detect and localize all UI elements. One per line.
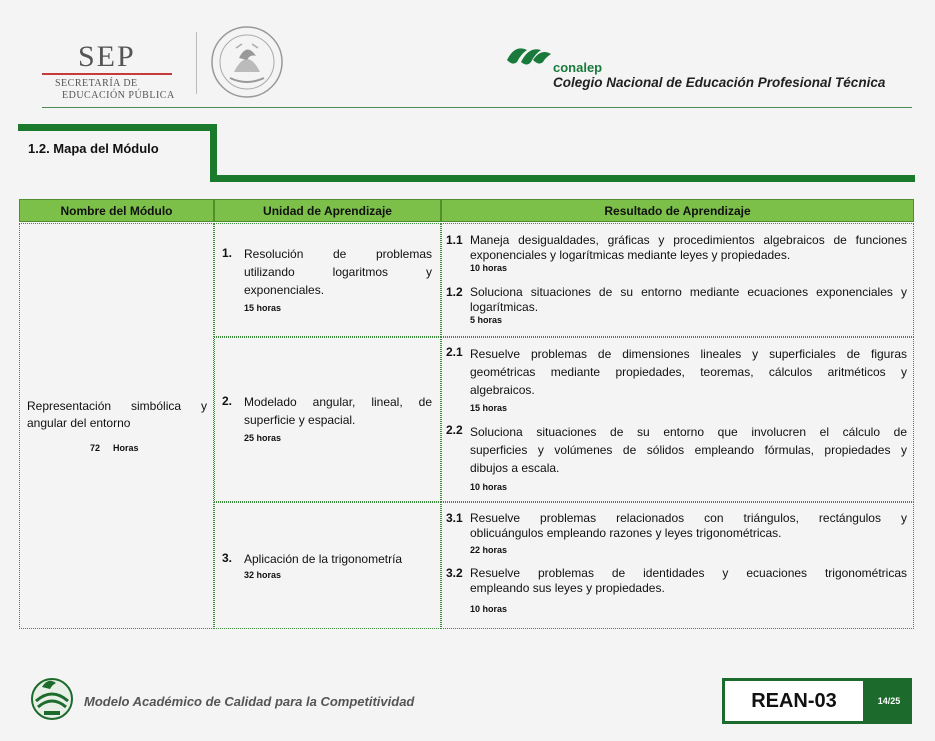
unit-title-line: Modelado angular, lineal, de — [244, 395, 432, 409]
unit-title-line: Resolución de problemas — [244, 247, 432, 261]
section-bar-bottom — [210, 175, 915, 182]
header-learning-unit: Unidad de Aprendizaje — [214, 199, 441, 222]
document-code: REAN-03 — [722, 678, 866, 724]
header-divider — [196, 32, 197, 94]
document-code-frame — [724, 680, 864, 722]
result-number: 2.1 — [446, 345, 463, 359]
unit-number: 3. — [222, 551, 233, 565]
footer-model-text: Modelo Académico de Calidad para la Competitividad — [84, 694, 415, 709]
sep-wordmark: SEP — [78, 40, 136, 73]
result-hours: 10 horas — [470, 482, 508, 492]
result-text-line: Soluciona situaciones de su entorno que involucren el cálculo de — [470, 425, 907, 439]
result-hours: 10 horas — [470, 263, 508, 273]
result-number: 2.2 — [446, 423, 463, 437]
header-line — [42, 107, 912, 108]
unit-number: 2. — [222, 394, 233, 408]
header-module-name: Nombre del Módulo — [19, 199, 214, 222]
result-number: 3.1 — [446, 511, 463, 525]
module-name-line2: angular del entorno — [27, 416, 131, 430]
section-bar-top — [18, 124, 216, 131]
result-text-line: exponenciales y logarítmicas mediante leyes y propiedades. — [470, 248, 791, 262]
result-hours: 5 horas — [470, 315, 503, 325]
module-hours-num: 72 — [90, 443, 101, 453]
unit-title-line: Aplicación de la trigonometría — [244, 552, 403, 566]
unit-hours: 15 horas — [244, 303, 282, 313]
unit-title-line: exponenciales. — [244, 283, 325, 297]
result-text-line: Resuelve problemas de dimensiones lineales y superficiales de figuras — [470, 347, 907, 361]
result-hours: 22 horas — [470, 545, 508, 555]
unit-title-line: utilizando logaritmos y — [244, 265, 432, 279]
section-title: 1.2. Mapa del Módulo — [28, 141, 159, 156]
result-text-line: Resuelve problemas relacionados con triángulos, rectángulos y — [470, 511, 907, 525]
result-text-line: superficies y volúmenes de sólidos empleando fórmulas, propiedades y — [470, 443, 907, 457]
conalep-fullname: Colegio Nacional de Educación Profesional Técnica — [553, 75, 886, 90]
result-text-line: algebraicos. — [470, 383, 535, 397]
result-number: 3.2 — [446, 566, 463, 580]
result-hours: 10 horas — [470, 604, 508, 614]
result-text-line: geométricas mediante propiedades, teoremas, cálculos aritméticos y — [470, 365, 907, 379]
conalep-wordmark: conalep — [553, 60, 603, 75]
result-text-line: Maneja desigualdades, gráficas y procedimientos algebraicos de funciones — [470, 233, 907, 247]
unit-hours: 32 horas — [244, 570, 282, 580]
result-text-line: empleando sus leyes y propiedades. — [470, 581, 665, 595]
unit-number: 1. — [222, 246, 233, 260]
result-number: 1.2 — [446, 285, 463, 299]
page-number: 14/25 — [866, 678, 912, 724]
sep-rule — [42, 73, 172, 75]
section-bar-vertical — [210, 124, 217, 182]
conalep-logo-icon — [503, 40, 553, 70]
result-text-line: dibujos a escala. — [470, 461, 560, 475]
result-text-line: logarítmicas. — [470, 300, 539, 314]
result-number: 1.1 — [446, 233, 463, 247]
quality-model-logo-icon — [28, 673, 76, 721]
result-text-line: Soluciona situaciones de su entorno mediante ecuaciones exponenciales y — [470, 285, 907, 299]
sep-subtitle-line2: EDUCACIÓN PÚBLICA — [62, 90, 175, 101]
module-name-line1: Representación simbólica y — [27, 399, 207, 413]
unit-hours: 25 horas — [244, 433, 282, 443]
result-text-line: Resuelve problemas de identidades y ecuaciones trigonométricas — [470, 566, 907, 580]
unit-title-line: superficie y espacial. — [244, 413, 356, 427]
header-learning-result: Resultado de Aprendizaje — [441, 199, 914, 222]
mexican-seal-icon — [206, 24, 288, 100]
result-hours: 15 horas — [470, 403, 508, 413]
sep-subtitle-line1: SECRETARÍA DE — [55, 78, 138, 89]
module-hours-label: Horas — [113, 443, 139, 453]
result-text-line: oblicuángulos empleando razones y leyes trigonométricas. — [470, 526, 782, 540]
